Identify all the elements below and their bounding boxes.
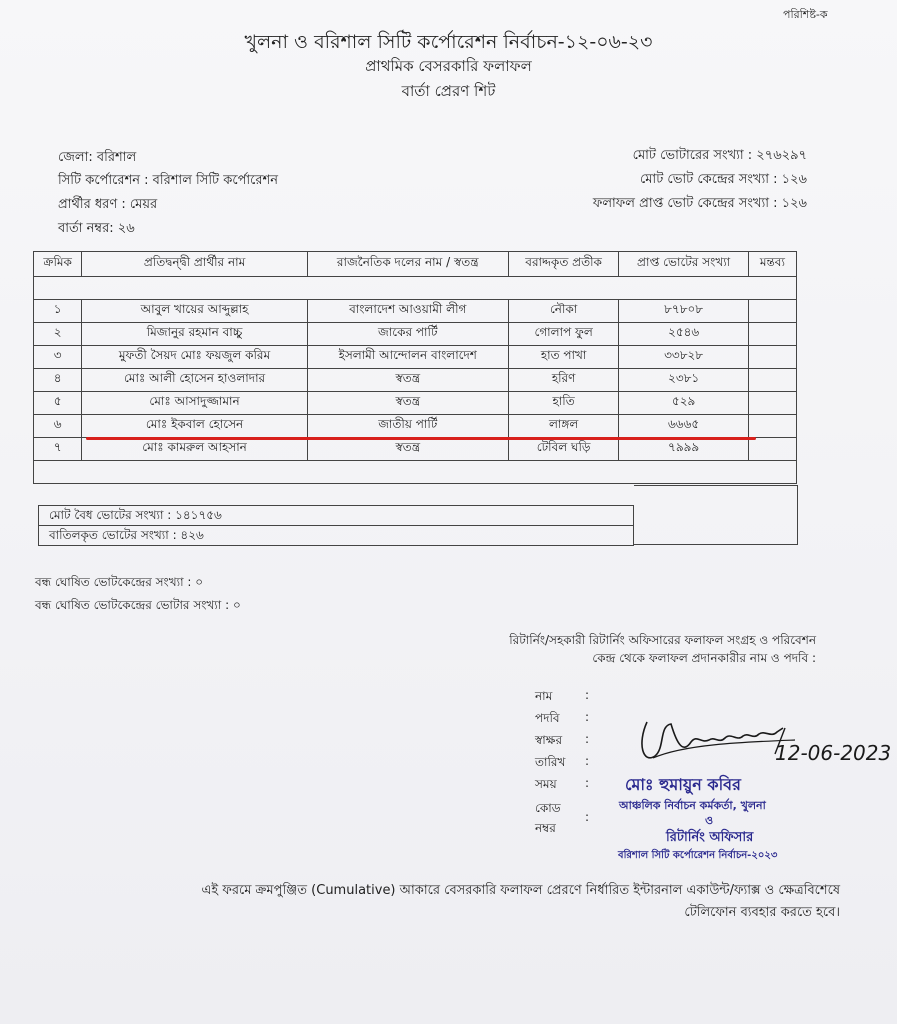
col-symbol: বরাদ্দকৃত প্রতীক	[508, 252, 619, 277]
cell-remark	[748, 392, 796, 415]
officer-line-1: রিটার্নিং/সহকারী রিটার্নিং অফিসারের ফলাফল সংগ্রহ ও পরিবেশন	[509, 633, 816, 647]
cell-votes: ২৩৮১	[619, 369, 748, 392]
results-table	[33, 251, 797, 484]
cell-serial: ৬	[34, 415, 82, 438]
stamp-title-3: বরিশাল সিটি কর্পোরেশন নির্বাচন-২০২৩	[618, 850, 778, 861]
result-type: প্রাথমিক বেসরকারি ফলাফল	[365, 57, 532, 75]
result-centers: ফলাফল প্রাপ্ত ভোট কেন্দ্রের সংখ্যা : ১২৬	[592, 196, 807, 211]
closed-center-voters: বন্ধ ঘোষিত ভোটকেন্দ্রের ভোটার সংখ্যা : ০	[35, 598, 241, 612]
cell-symbol: হরিণ	[508, 369, 619, 392]
table-row	[34, 369, 797, 392]
summary-side-cell	[634, 485, 798, 545]
spacer-row	[34, 277, 797, 300]
sheet-title: বার্তা প্রেরণ শিট	[401, 82, 496, 100]
cell-candidate-name: মিজানুর রহমান বাচ্চু	[82, 323, 307, 346]
field-name: নাম :	[535, 688, 590, 703]
cell-party: বাংলাদেশ আওয়ামী লীগ	[307, 300, 508, 323]
field-designation: পদবি :	[535, 710, 590, 725]
cell-party: ইসলামী আন্দোলন বাংলাদেশ	[307, 346, 508, 369]
cell-symbol: টেবিল ঘড়ি	[508, 438, 619, 461]
footer-line-1: এই ফরমে ক্রমপুঞ্জিত (Cumulative) আকারে বেসরকারি ফলাফল প্রেরণে নির্ধারিত ইন্টারনাল একাউন্ট/ফ্যাক্স ও ক্ষেত্রবিশেষে	[201, 883, 840, 898]
stamp-name: মোঃ হুমায়ুন কবির	[625, 775, 741, 794]
invalid-votes: বাতিলকৃত ভোটের সংখ্যা : ৪২৬	[38, 526, 634, 546]
cell-remark	[748, 369, 796, 392]
table-row	[34, 300, 797, 323]
total-centers: মোট ভোট কেন্দ্রের সংখ্যা : ১২৬	[639, 172, 807, 187]
cell-remark	[748, 415, 796, 438]
cell-votes: ২৫৪৬	[619, 323, 748, 346]
cell-serial: ৩	[34, 346, 82, 369]
cell-votes: ৫২৯	[619, 392, 748, 415]
vote-summary	[38, 505, 634, 546]
cell-candidate-name: মোঃ আসাদুজ্জামান	[82, 392, 307, 415]
total-voters: মোট ভোটারের সংখ্যা : ২৭৬২৯৭	[632, 148, 807, 163]
cell-serial: ৪	[34, 369, 82, 392]
handwritten-date: 12-06-2023	[775, 741, 892, 765]
cell-candidate-name: মোঃ ইকবাল হোসেন	[82, 415, 307, 438]
cell-candidate-name: মুফতী সৈয়দ মোঃ ফয়জুল করিম	[82, 346, 307, 369]
cell-candidate-name: আবুল খায়ের আব্দুল্লাহ	[82, 300, 307, 323]
highlight-underline	[86, 437, 756, 440]
cell-symbol: গোলাপ ফুল	[508, 323, 619, 346]
cell-votes: ৮৭৮০৮	[619, 300, 748, 323]
table-row	[34, 415, 797, 438]
table-header-row	[34, 252, 797, 277]
message-number: বার্তা নম্বর: ২৬	[58, 221, 135, 236]
corporation: সিটি কর্পোরেশন : বরিশাল সিটি কর্পোরেশন	[58, 173, 278, 188]
closed-centers: বন্ধ ঘোষিত ভোটকেন্দ্রের সংখ্যা : ০	[35, 575, 204, 589]
cell-candidate-name: মোঃ কামরুল আহসান	[82, 438, 307, 461]
stamp-title-1: আঞ্চলিক নির্বাচন কর্মকর্তা, খুলনা	[619, 799, 766, 812]
cell-symbol: নৌকা	[508, 300, 619, 323]
officer-heading	[436, 631, 816, 667]
cell-votes: ৬৬৬৫	[619, 415, 748, 438]
cell-candidate-name: মোঃ আলী হোসেন হাওলাদার	[82, 369, 307, 392]
cell-votes: ৩৩৮২৮	[619, 346, 748, 369]
cell-symbol: হাত পাখা	[508, 346, 619, 369]
signature-image	[625, 714, 895, 774]
col-remark: মন্তব্য	[748, 252, 796, 277]
election-title: খুলনা ও বরিশাল সিটি কর্পোরেশন নির্বাচন-১২-০৬-২৩	[244, 31, 653, 53]
cell-party: স্বতন্ত্র	[307, 392, 508, 415]
footer-line-2: টেলিফোন ব্যবহার করতে হবে।	[684, 905, 840, 920]
cell-serial: ১	[34, 300, 82, 323]
cell-serial: ২	[34, 323, 82, 346]
col-serial: ক্রমিক	[34, 252, 82, 277]
table-row	[34, 438, 797, 461]
cell-symbol: লাঙ্গল	[508, 415, 619, 438]
annex-label: পরিশিষ্ট-ক	[783, 8, 828, 21]
field-code: কোড	[535, 801, 561, 815]
stamp-title-2: রিটার্নিং অফিসার	[666, 830, 754, 845]
cell-symbol: হাতি	[508, 392, 619, 415]
field-date: তারিখ :	[535, 754, 590, 769]
col-votes: প্রাপ্ত ভোটের সংখ্যা	[619, 252, 748, 277]
col-candidate: প্রতিদ্বন্দ্বী প্রার্থীর নাম	[82, 252, 307, 277]
table-row	[34, 392, 797, 415]
stamp-and: ও	[705, 814, 714, 827]
cell-party: জাতীয় পার্টি	[307, 415, 508, 438]
col-party: রাজনৈতিক দলের নাম / স্বতন্ত্র	[307, 252, 508, 277]
valid-votes: মোট বৈধ ভোটের সংখ্যা : ১৪১৭৫৬	[38, 505, 634, 526]
result-sheet: পরিশিষ্ট-ক খুলনা ও বরিশাল সিটি কর্পোরেশন নির্বাচন-১২-০৬-২৩ প্রাথমিক বেসরকারি ফলাফল বার্তা প্রেরণ শিট জেলা: বরিশাল সিটি কর্পোরেশন : বরিশাল সিটি কর্পোরেশন প্রার্থীর ধরণ : মেয়র বার্তা নম্বর: ২৬ মোট ভোটারের সংখ্যা : ২৭৬২৯৭ মোট ভোট কেন্দ্রের সংখ্যা : ১২৬ ফলাফল প্রাপ্ত ভোট কেন্দ্রের সংখ্যা : ১২৬ ক্রমিক প্রতিদ্বন্দ্বী প্রার্থীর নাম রাজনৈতিক দলের নাম / স্বতন্ত্র বরাদ্দকৃত প্রতীক প্রাপ্ত ভোটের সংখ্যা মন্তব্য ১ আবুল খায়ের আব্দুল্লাহ বাংলাদেশ আওয়ামী লীগ নৌকা ৮৭৮০৮ ২ মিজানুর রহমান বাচ্চু জাকের পার্টি গোলাপ ফুল ২৫৪৬ ৩ মুফতী সৈয়দ মোঃ ফয়জুল করিম ইসলামী আন্দোলন বাংলাদেশ হাত পাখা ৩৩৮২৮ ৪ মোঃ আলী হোসেন হাওলাদার স্বতন্ত্র হরিণ ২৩৮১ ৫ মোঃ আসাদুজ্জামান স্বতন্ত্র হাতি ৫২৯ ৬ মোঃ ইকবাল হোসেন জাতীয় পার্টি লাঙ্গল ৬৬৬৫ ৭ মোঃ কামরুল আহসান স্বতন্ত্র টেবিল ঘড়ি ৭৯৯৯ মোট বৈধ ভোটের সংখ্যা : ১৪১৭৫৬ বাতিলকৃত ভোটের সংখ্যা : ৪২৬ বন্ধ ঘোষিত ভোটকেন্দ্রের সংখ্যা : ০ বন্ধ ঘোষিত ভোটকেন্দ্রের ভোটার সংখ্যা : ০ রিটার্নিং/সহকারী রিটার্নিং অফিসারের ফলাফল সংগ্রহ ও পরিবেশন কেন্দ্র থেকে ফলাফল প্রদানকারীর নাম ও পদবি : নাম : পদবি : স্বাক্ষর : তারিখ : সময় : কোড নম্বর : 12-06-2023 মোঃ হুমায়ুন কবির আঞ্চলিক নির্বাচন কর্মকর্তা, খুলনা ও রিটার্নিং অফিসার বরিশাল সিটি কর্পোরেশন নির্বাচন-২০২৩ এই ফরমে ক্রমপুঞ্জিত (Cumulative) আকারে বেসরকারি ফলাফল প্রেরণে নির্ধারিত ইন্টারনাল একাউন্ট/ফ্যাক্স ও ক্ষেত্রবিশেষে টেলিফোন ব্যবহার করতে হবে।	[0, 0, 897, 1024]
cell-remark	[748, 346, 796, 369]
district: জেলা: বরিশাল	[58, 150, 137, 165]
field-number: নম্বর	[535, 821, 556, 835]
cell-serial: ৫	[34, 392, 82, 415]
cell-remark	[748, 323, 796, 346]
cell-party: স্বতন্ত্র	[307, 438, 508, 461]
candidate-type: প্রার্থীর ধরণ : মেয়র	[58, 197, 158, 212]
cell-serial: ৭	[34, 438, 82, 461]
table-row	[34, 346, 797, 369]
footer-note	[80, 880, 840, 924]
table-row	[34, 323, 797, 346]
field-signature: স্বাক্ষর :	[535, 732, 590, 747]
cell-remark	[748, 438, 796, 461]
officer-line-2: কেন্দ্র থেকে ফলাফল প্রদানকারীর নাম ও পদবি :	[592, 651, 816, 665]
cell-party: স্বতন্ত্র	[307, 369, 508, 392]
cell-remark	[748, 300, 796, 323]
field-time: সময় :	[535, 776, 590, 791]
cell-votes: ৭৯৯৯	[619, 438, 748, 461]
cell-party: জাকের পার্টি	[307, 323, 508, 346]
spacer-row	[34, 461, 797, 484]
